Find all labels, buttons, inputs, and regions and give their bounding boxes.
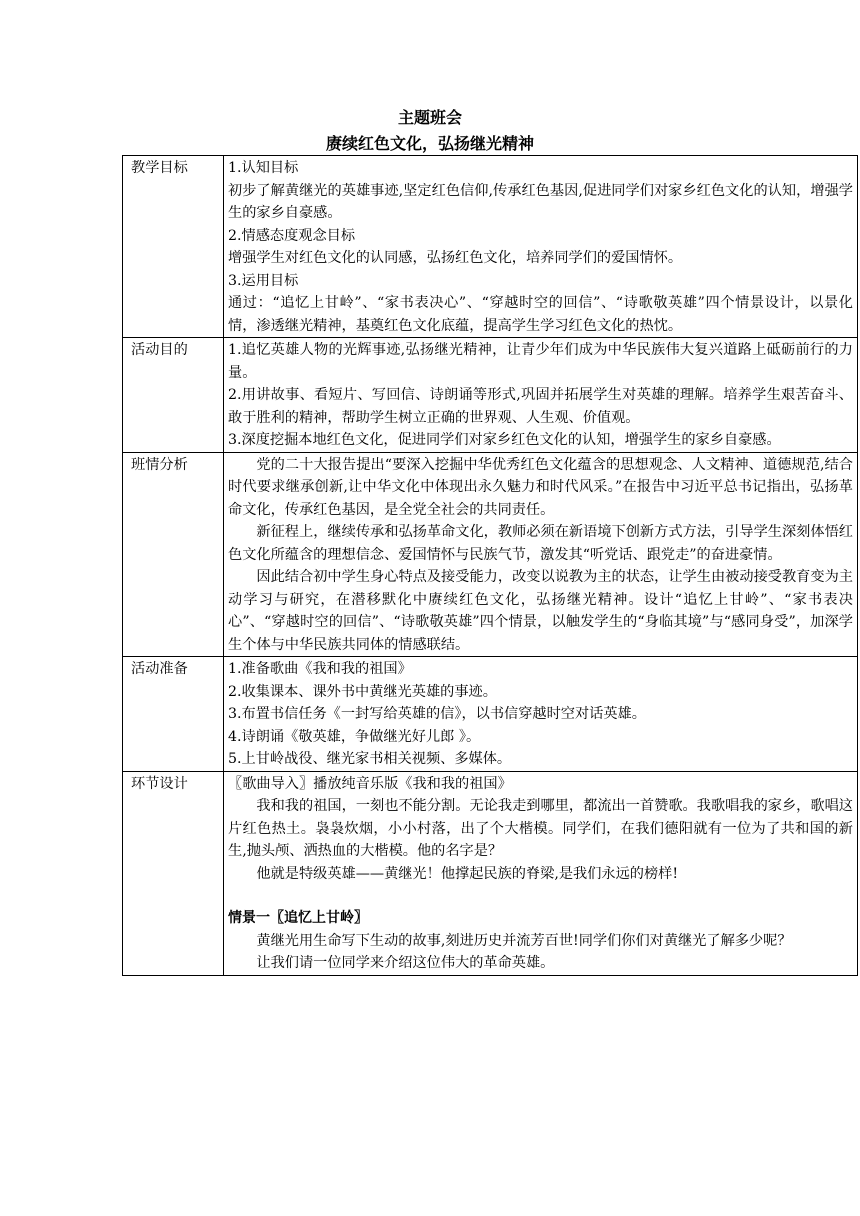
scene1-heading: 情景一〖追忆上甘岭〗 [228,910,368,926]
document-subtitle: 赓续红色文化，弘扬继光精神 [325,134,534,153]
table-row-purpose [123,338,858,453]
table-row-goals [123,156,858,338]
row-label-prep: 活动准备 [123,657,224,772]
table-row-analysis [123,452,858,657]
analysis-paragraph: 新征程上，继续传承和弘扬革命文化，教师必须在新语境下创新方式方法，引导学生深刻体悟红色文化所蕴含的理想信念、爱国情怀与民族气节，激发其“听党话、跟党走”的奋进豪情。 [228,524,853,563]
row-content-prep [224,657,858,772]
goal-line: 1.认知目标 [228,160,299,176]
design-intro: 〖歌曲导入〗播放纯音乐版《我和我的祖国》 [228,775,512,792]
purpose-line: 3.深度挖掘本地红色文化，促进同学们对家乡红色文化的认知，增强学生的家乡自豪感。 [228,432,781,448]
prep-line: 3.布置书信任务《一封写给英雄的信》，以书信穿越时空对话英雄。 [228,706,646,722]
row-label-purpose: 活动目的 [123,338,224,453]
analysis-paragraph: 党的二十大报告提出“要深入挖掘中华优秀红色文化蕴含的思想观念、人文精神、道德规范,结合时代要求继承创新,让中华文化中体现出永久魅力和时代风采。”在报告中习近平总书记指出，弘扬革命文化，传承红色基因，是全党全社会的共同责任。 [228,456,853,518]
prep-line: 1.准备歌曲《我和我的祖国》 [228,661,412,677]
row-label-design: 环节设计 [123,771,224,975]
analysis-paragraph: 因此结合初中学生身心特点及接受能力，改变以说教为主的状态，让学生由被动接受教育变为主动学习与研究，在潜移默化中赓续红色文化，弘扬继光精神。设计“追忆上甘岭”、“家书表决心”、“穿越时空的回信”、“诗歌敬英雄”四个情景，以触发学生的“身临其境”与“感同身受”，加深学生个体与中华民族共同体的情感联结。 [228,569,853,653]
row-label-goals: 教学目标 [123,156,224,338]
prep-line: 4.诗朗诵《敬英雄，争做继光好儿郎 》。 [228,728,481,745]
table-row-design [123,771,858,975]
goal-line: 初步了解黄继光的英雄事迹,坚定红色信仰,传承红色基因,促进同学们对家乡红色文化的认知，增强学生的家乡自豪感。 [228,182,853,221]
design-paragraph: 他就是特级英雄——黄继光！他撑起民族的脊梁,是我们永远的榜样! [256,865,679,882]
table-row-prep [123,657,858,772]
goal-line: 增强学生对红色文化的认同感，弘扬红色文化，培养同学们的爱国情怀。 [228,250,683,266]
lesson-plan-table [122,155,858,976]
row-label-analysis: 班情分析 [123,452,224,657]
purpose-line: 1.追忆英雄人物的光辉事迹,弘扬继光精神，让青少年们成为中华民族伟大复兴道路上砥砺前行的力量。 [228,342,853,381]
prep-line: 5.上甘岭战役、继光家书相关视频、多媒体。 [228,751,512,767]
row-content-purpose [224,338,858,453]
row-content-design [224,771,858,975]
design-paragraph: 黄继光用生命写下生动的故事,刻进历史并流芳百世!同学们你们对黄继光了解多少呢？ [256,932,792,949]
blank-line [228,885,853,907]
row-content-goals [224,156,858,338]
design-paragraph: 我和我的祖国，一刻也不能分割。无论我走到哪里，都流出一首赞歌。我歌唱我的家乡，歌唱这片红色热土。袅袅炊烟，小小村落，出了个大楷模。同学们，在我们德阳就有一位为了共和国的新生,抛头颅、洒热血的大楷模。他的名字是？ [228,798,853,859]
goal-line: 3.运用目标 [228,272,299,289]
row-content-analysis [224,452,858,657]
goal-line: 通过：“追忆上甘岭”、“家书表决心”、“穿越时空的回信”、“诗歌敬英雄”四个情景设计，以景化情，渗透继光精神，基奠红色文化底蕴，提高学生学习红色文化的热忱。 [228,295,853,334]
design-paragraph: 让我们请一位同学来介绍这位伟大的革命英雄。 [256,955,555,971]
purpose-line: 2.用讲故事、看短片、写回信、诗朗诵等形式,巩固并拓展学生对英雄的理解。培养学生艰苦奋斗、敢于胜利的精神，帮助学生树立正确的世界观、人生观、价值观。 [228,387,853,426]
prep-line: 2.收集课本、课外书中黄继光英雄的事迹。 [228,683,497,700]
goal-line: 2.情感态度观念目标 [228,227,356,244]
document-title: 主题班会 [397,108,462,127]
